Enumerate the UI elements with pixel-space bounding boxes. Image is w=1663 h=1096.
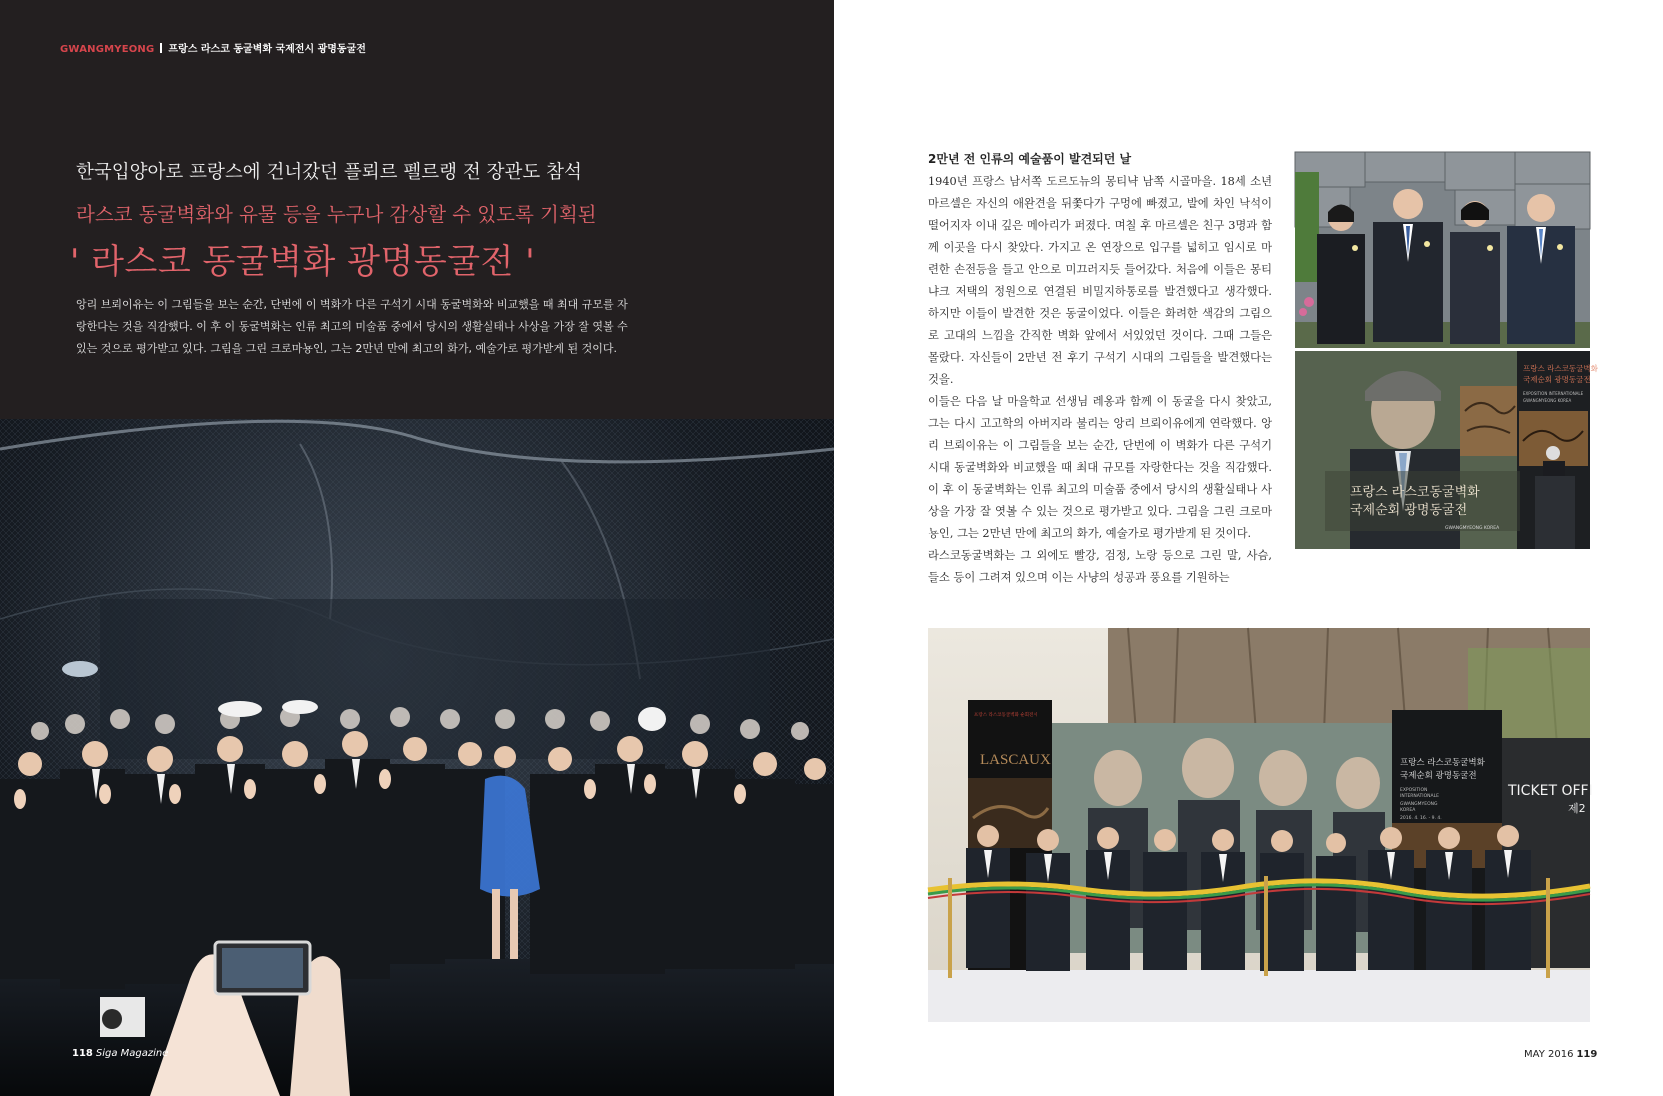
speech-screen-title-1: 프랑스 라스코동굴벽화 xyxy=(1350,485,1480,500)
intro-line: 랑한다는 것을 직감했다. 이 후 이 동굴벽화는 인류 최고의 미술품 중에서 당시의 생활실태나 사상을 가장 잘 엿볼 수 xyxy=(76,320,628,333)
headline-main: ' 라스코 동굴벽화 광명동굴전 ' xyxy=(70,242,536,282)
ribbon-right-sign-place2: KOREA xyxy=(1400,808,1416,813)
ribbon-right-sign-sub1: EXPOSITION xyxy=(1400,788,1428,793)
ribbon-left-sign-small: 프랑스 라스코동굴벽화 순회전시 xyxy=(974,713,1038,718)
stage-photo-illustration xyxy=(0,419,834,1096)
ribbon-ticket-sub: 제2 xyxy=(1568,802,1586,815)
folio-left xyxy=(72,1048,168,1059)
running-head xyxy=(60,40,366,55)
running-head-divider xyxy=(160,43,162,53)
running-head-brand: GWANGMYEONG xyxy=(60,44,155,55)
issue-date: MAY 2016 xyxy=(1524,1049,1574,1060)
article-paragraph: 1940년 프랑스 남서쪽 도르도뉴의 몽티냑 남쪽 시골마을. 18세 소년 마르셀은 자신의 애완견을 뒤쫓다가 구멍에 빠졌고, 발에 차인 낙석이 떨어지자 이내 깊은 메아리가 퍼졌다. 며칠 후 마르셀은 친구 3명과 함께 이곳을 다시 찾았다. 가지고 온 연장으로 입구를 넓히고 임시로 마련한 손전등을 들고 안으로 미끄러지듯 들어갔다. 처음에 이들은 몽티냐크 저택의 정원으로 연결된 비밀지하통로를 발견했다고 생각했다. 하지만 이들이 발견한 것은 동굴이었다. 이들은 화려한 색감의 그림으로 고대의 느낌을 간직한 벽화 앞에서 서있었던 것이다. 그때 그들은 몰랐다. 자신들이 2만년 전 후기 구석기 시대의 그림들을 발견했다는 것을. xyxy=(928,175,1272,386)
photo-ribbon-illustration xyxy=(928,628,1593,1022)
speech-screen-credit: GWANGMYEONG KOREA xyxy=(1445,526,1500,531)
section-title: 2만년 전 인류의 예술품이 발견되던 날 xyxy=(928,152,1132,166)
intro-line: 앙리 브뢰이유는 이 그림들을 보는 순간, 단번에 이 벽화가 다른 구석기 시대 동굴벽화와 비교했을 때 최대 규모를 자 xyxy=(76,298,628,311)
speech-banner-place: GWANGMYEONG KOREA xyxy=(1523,398,1572,403)
stage-photo xyxy=(0,419,834,1096)
speech-banner-sub: EXPOSITION INTERNATIONALE xyxy=(1523,391,1584,396)
page-number: 118 xyxy=(72,1048,93,1059)
photo-vips-illustration xyxy=(1295,152,1590,348)
ribbon-right-sign-date: 2016. 4. 16. - 9. 4. xyxy=(1400,816,1442,821)
headline-line1: 한국입양아로 프랑스에 건너갔던 플뢰르 펠르랭 전 장관도 참석 xyxy=(76,162,582,183)
article-paragraph: 라스코동굴벽화는 그 외에도 빨강, 검정, 노랑 등으로 그린 말, 사슴, 들소 등이 그려져 있으며 이는 사냥의 성공과 풍요를 기원하는 xyxy=(928,549,1272,584)
ribbon-right-sign-sub2: INTERNATIONALE xyxy=(1400,794,1439,799)
ribbon-left-sign-logo: LASCAUX xyxy=(980,752,1051,768)
speech-banner-line2: 국제순회 광명동굴전 xyxy=(1523,375,1591,384)
ribbon-right-sign-line1: 프랑스 라스코동굴벽화 xyxy=(1400,758,1485,768)
article-body xyxy=(928,171,1272,607)
ribbon-right-sign-place1: GWANGMYEONG xyxy=(1400,802,1438,807)
photo-vips xyxy=(1295,152,1590,348)
intro-paragraph xyxy=(76,294,666,360)
magazine-name: Siga Magazine xyxy=(95,1048,169,1059)
page-number: 119 xyxy=(1576,1049,1598,1060)
ribbon-right-sign-line2: 국제순회 광명동굴전 xyxy=(1400,771,1477,781)
photo-speech-illustration xyxy=(1295,351,1598,549)
running-head-title: 프랑스 라스코 동굴벽화 국제전시 광명동굴전 xyxy=(168,44,366,55)
article-paragraph: 이들은 다음 날 마을학교 선생님 레옹과 함께 이 동굴을 다시 찾았고, 그는 다시 고고학의 아버지라 불리는 앙리 브뢰이유에게 연락했다. 앙리 브뢰이유는 이 그림들을 보는 순간, 단번에 이 벽화가 다른 구석기 시대 동굴벽화와 비교했을 때 최대 규모를 자랑한다는 것을 직감했다. 이 후 이 동굴벽화는 인류 최고의 미술품 중에서 당시의 생활실태나 사상을 가장 잘 엿볼 수 있는 것으로 평가받고 있다. 그림을 그린 크로마뇽인, 그는 2만년 만에 최고의 화가, 예술가로 평가받게 된 것이다. xyxy=(928,395,1272,540)
photo-ribbon-cutting xyxy=(928,628,1593,1022)
folio-right xyxy=(1524,1049,1597,1060)
speech-screen-title-2: 국제순회 광명동굴전 xyxy=(1350,503,1468,518)
intro-line: 있는 것으로 평가받고 있다. 그림을 그린 크로마뇽인, 그는 2만년 만에 최고의 화가, 예술가로 평가받게 된 것이다. xyxy=(76,342,617,355)
photo-speech xyxy=(1295,351,1598,549)
headline-line2: 라스코 동굴벽화와 유물 등을 누구나 감상할 수 있도록 기획된 xyxy=(76,203,597,226)
speech-banner-line1: 프랑스 라스코동굴벽화 xyxy=(1523,364,1598,373)
right-page xyxy=(834,0,1663,1096)
ribbon-ticket-sign: TICKET OFFI xyxy=(1508,783,1593,799)
